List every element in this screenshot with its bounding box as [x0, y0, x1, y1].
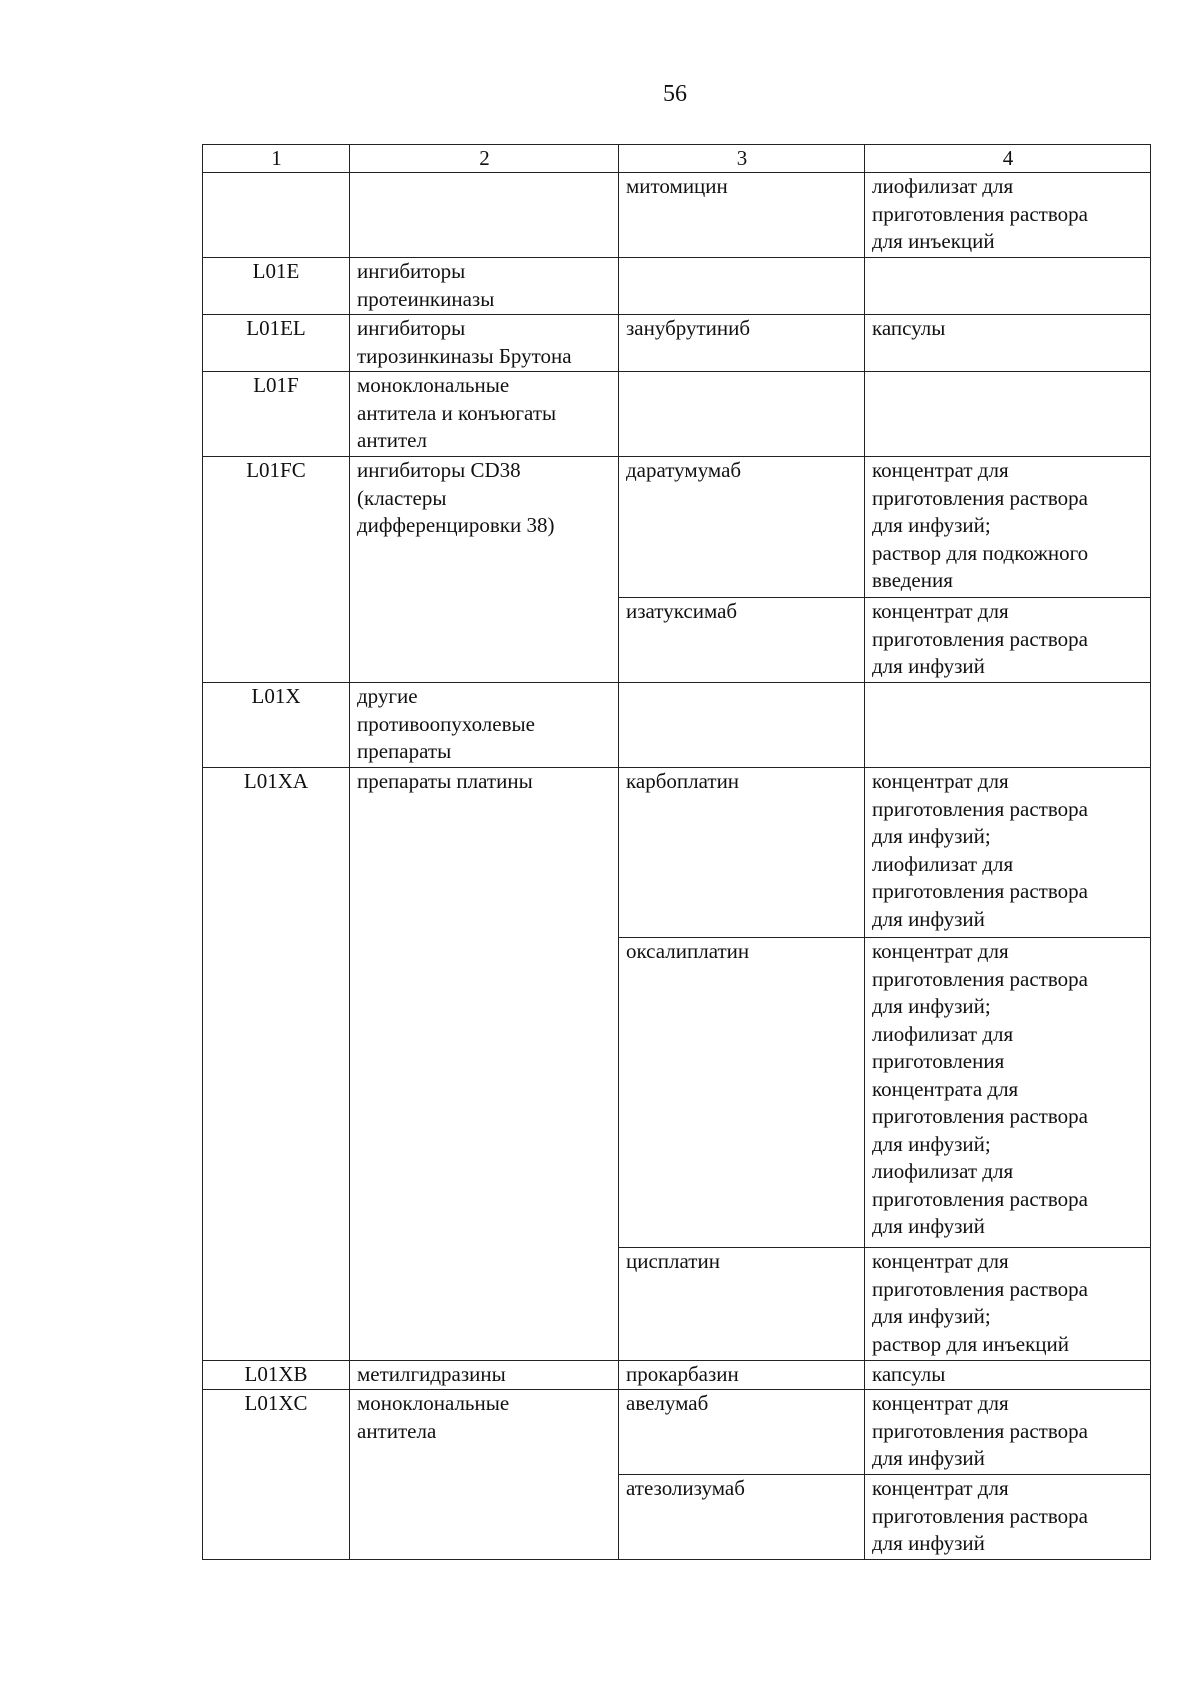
drug-name-cell [619, 372, 865, 457]
dosage-form-line: приготовления раствора [872, 796, 1088, 821]
dosage-form-line: раствор для подкожного [872, 540, 1089, 565]
dosage-form-line: приготовления раствора [872, 1186, 1088, 1211]
dosage-form-line: для инфузий; [872, 513, 991, 537]
table-row [203, 173, 1151, 258]
dosage-form-line: введения [872, 568, 953, 592]
column-header-3: 3 [619, 145, 865, 173]
atc-code-cell: L01E [203, 258, 350, 315]
anatomical-group-cell [350, 315, 619, 372]
drug-name-cell: занубрутиниб [619, 315, 865, 372]
dosage-form-line: лиофилизат для [872, 174, 1014, 198]
anatomical-group-cell [350, 768, 619, 1361]
table-row [203, 683, 1151, 768]
atc-code-cell: L01X [203, 683, 350, 768]
dosage-form-line: лиофилизат для [872, 1159, 1014, 1183]
anatomical-group-cell [350, 1390, 619, 1560]
dosage-form-cell [865, 683, 1151, 768]
anatomical-group-line: ингибиторы CD38 [357, 458, 521, 482]
dosage-form-cell [865, 173, 1151, 258]
anatomical-group-cell [350, 683, 619, 768]
dosage-form-line: приготовления раствора [872, 485, 1088, 510]
drug-name-cell: прокарбазин [619, 1361, 865, 1390]
dosage-form-line: для инъекций [872, 229, 995, 253]
anatomical-group-line: тирозинкиназы Брутона [357, 343, 572, 368]
dosage-form-cell [865, 457, 1151, 598]
dosage-form-line: приготовления раствора [872, 879, 1088, 903]
dosage-form-cell [865, 258, 1151, 315]
dosage-form-cell [865, 1248, 1151, 1361]
dosage-form-line: для инфузий [872, 1446, 985, 1470]
table-row [203, 315, 1151, 372]
dosage-form-line: концентрат для [872, 1476, 1009, 1500]
table-header-row [203, 145, 1151, 173]
anatomical-group-line: моноклональные [357, 1391, 510, 1415]
dosage-form-cell [865, 1361, 1151, 1390]
anatomical-group-cell [350, 372, 619, 457]
page-number: 56 [663, 81, 687, 107]
table-row [203, 258, 1151, 315]
anatomical-group-line: метилгидразины [357, 1362, 506, 1386]
anatomical-group-line: дифференцировки 38) [357, 513, 555, 537]
atc-code-cell: L01XA [203, 768, 350, 1361]
dosage-form-line: концентрат для [872, 1249, 1009, 1273]
dosage-form-cell [865, 372, 1151, 457]
anatomical-group-line: протеинкиназы [357, 286, 495, 311]
dosage-form-line: для инфузий; [872, 824, 991, 848]
dosage-form-line: приготовления раствора [872, 201, 1088, 226]
drug-name-cell: атезолизумаб [619, 1475, 865, 1560]
dosage-form-line: для инфузий [872, 1531, 985, 1555]
drug-name-cell: изатуксимаб [619, 598, 865, 683]
atc-code-cell: L01XB [203, 1361, 350, 1390]
dosage-form-line: капсулы [872, 1362, 946, 1386]
drug-name-cell [619, 258, 865, 315]
table-row [203, 768, 1151, 938]
dosage-form-line: приготовления раствора [872, 1104, 1088, 1128]
drug-table [202, 144, 1151, 1560]
dosage-form-line: приготовления раствора [872, 1503, 1088, 1528]
anatomical-group-line: (кластеры [357, 485, 447, 510]
dosage-form-line: концентрат для [872, 599, 1009, 623]
drug-name-cell: даратумумаб [619, 457, 865, 598]
dosage-form-cell [865, 768, 1151, 938]
atc-code-cell: L01F [203, 372, 350, 457]
dosage-form-line: для инфузий [872, 1214, 985, 1238]
dosage-form-line: приготовления раствора [872, 966, 1088, 991]
anatomical-group-line: другие [357, 684, 418, 708]
anatomical-group-cell [350, 173, 619, 258]
dosage-form-line: для инфузий [872, 654, 985, 678]
table-body [203, 173, 1151, 1560]
drug-name-cell: авелумаб [619, 1390, 865, 1475]
atc-code-cell: L01EL [203, 315, 350, 372]
drug-name-cell: цисплатин [619, 1248, 865, 1361]
anatomical-group-line: препараты платины [357, 769, 533, 793]
dosage-form-line: приготовления раствора [872, 1276, 1088, 1301]
column-header-1: 1 [203, 145, 350, 173]
anatomical-group-line: препараты [357, 739, 452, 763]
drug-name-cell [619, 683, 865, 768]
atc-code-cell [203, 173, 350, 258]
dosage-form-line: приготовления [872, 1049, 1005, 1073]
column-header-2: 2 [350, 145, 619, 173]
dosage-form-cell [865, 1390, 1151, 1475]
dosage-form-line: лиофилизат для [872, 851, 1014, 876]
drug-name-cell: оксалиплатин [619, 938, 865, 1248]
atc-code-cell: L01XC [203, 1390, 350, 1560]
atc-code-cell: L01FC [203, 457, 350, 683]
dosage-form-cell [865, 1475, 1151, 1560]
table-row [203, 1390, 1151, 1475]
anatomical-group-line: ингибиторы [357, 259, 466, 283]
dosage-form-line: приготовления раствора [872, 626, 1088, 651]
drug-name-cell: карбоплатин [619, 768, 865, 938]
dosage-form-line: лиофилизат для [872, 1021, 1014, 1046]
drug-name-cell: митомицин [619, 173, 865, 258]
dosage-form-line: концентрат для [872, 458, 1009, 482]
dosage-form-line: раствор для инъекций [872, 1331, 1069, 1356]
dosage-form-line: для инфузий; [872, 1131, 991, 1156]
dosage-form-line: концентрат для [872, 939, 1009, 963]
anatomical-group-line: антитела и конъюгаты [357, 400, 557, 425]
dosage-form-cell [865, 315, 1151, 372]
column-header-4: 4 [865, 145, 1151, 173]
anatomical-group-line: ингибиторы [357, 316, 466, 340]
dosage-form-line: для инфузий; [872, 994, 991, 1018]
anatomical-group-line: противоопухолевые [357, 711, 535, 736]
dosage-form-line: для инфузий; [872, 1304, 991, 1328]
table-row [203, 1361, 1151, 1390]
anatomical-group-line: антитела [357, 1418, 437, 1443]
dosage-form-cell [865, 938, 1151, 1248]
dosage-form-line: концентрат для [872, 1391, 1009, 1415]
anatomical-group-cell [350, 1361, 619, 1390]
anatomical-group-cell [350, 457, 619, 683]
dosage-form-line: для инфузий [872, 906, 985, 931]
anatomical-group-line: моноклональные [357, 373, 510, 397]
dosage-form-cell [865, 598, 1151, 683]
anatomical-group-line: антител [357, 428, 427, 452]
dosage-form-line: приготовления раствора [872, 1418, 1088, 1443]
anatomical-group-cell [350, 258, 619, 315]
table-row [203, 457, 1151, 598]
dosage-form-line: капсулы [872, 316, 946, 340]
dosage-form-line: концентрата для [872, 1076, 1019, 1101]
dosage-form-line: концентрат для [872, 769, 1009, 793]
table-row [203, 372, 1151, 457]
